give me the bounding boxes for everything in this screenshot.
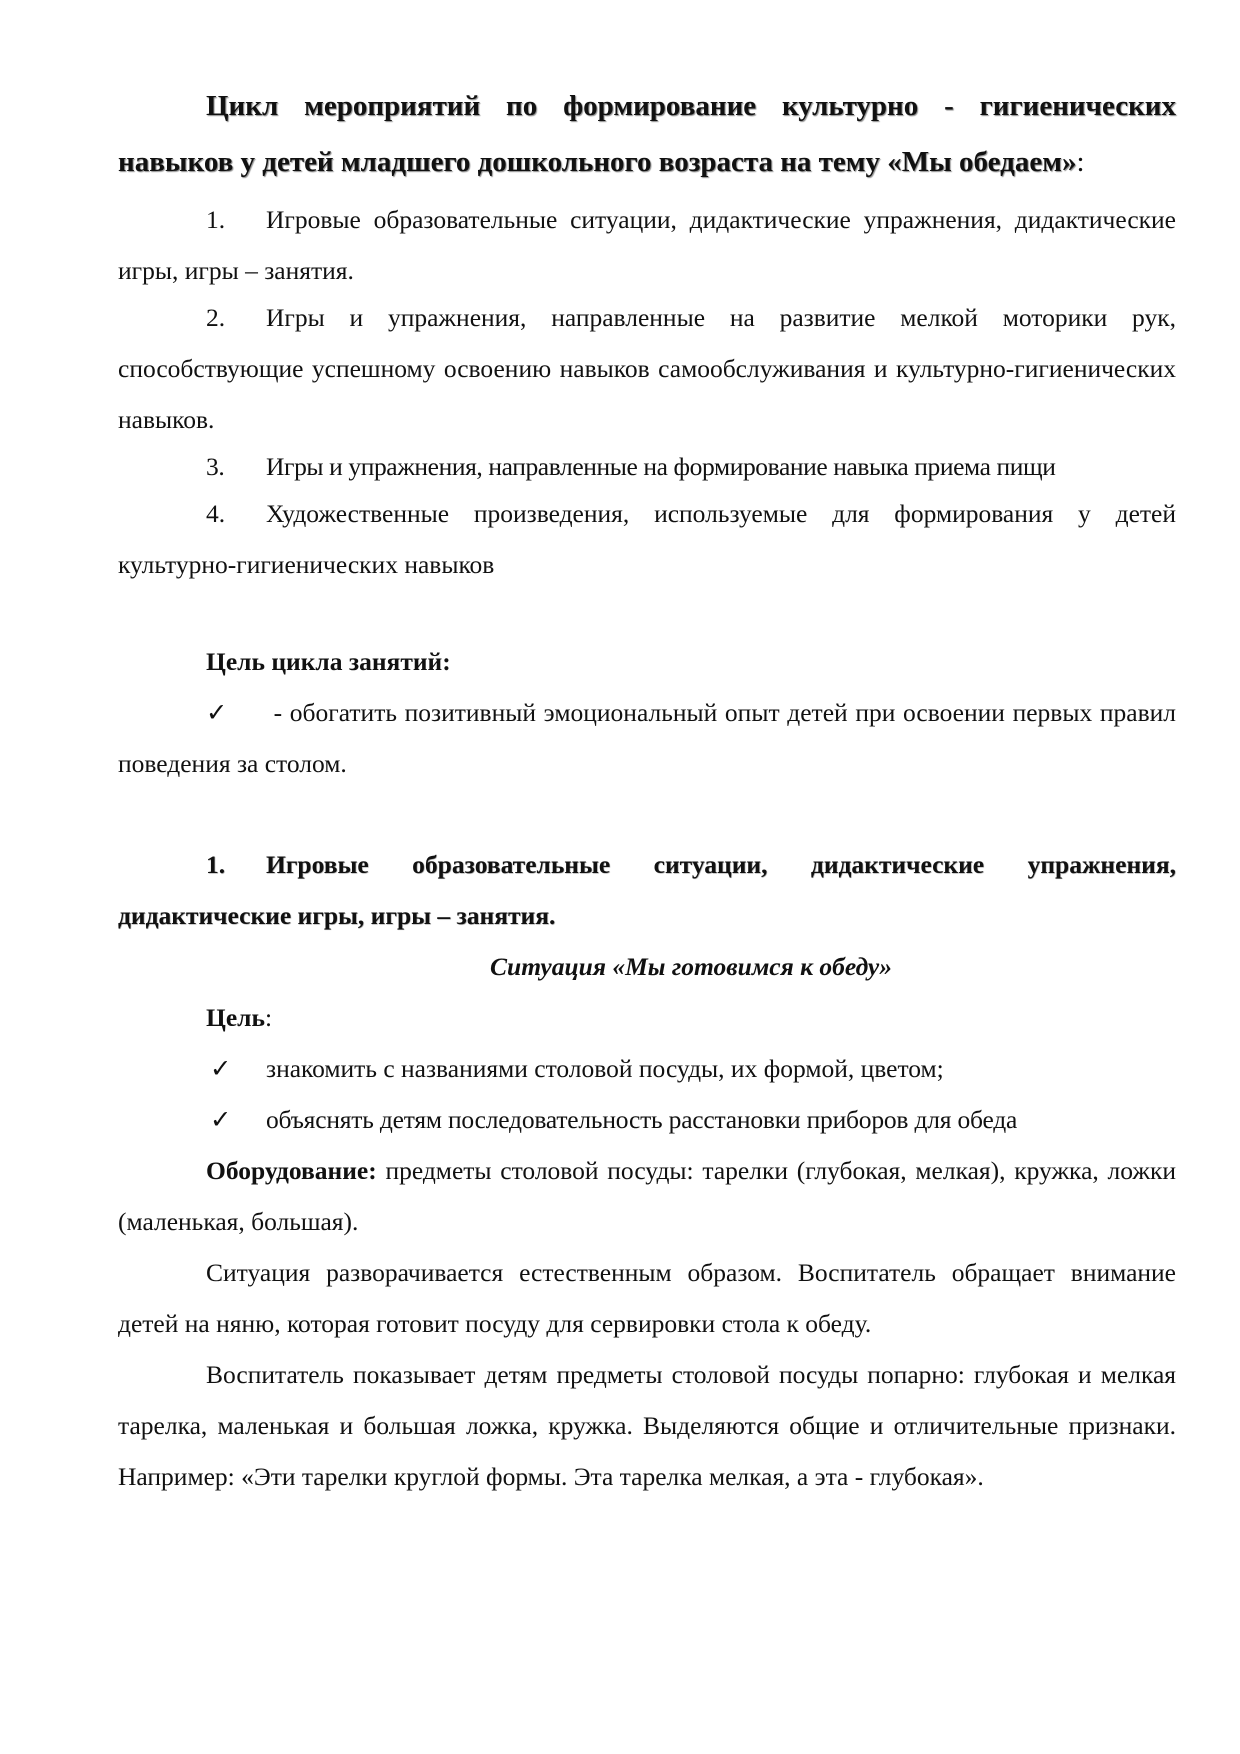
- list-item: [118, 488, 1176, 590]
- goal-label: [118, 992, 1176, 1043]
- body-paragraph: Ситуация разворачивается естественным образом. Воспитатель обращает внимание детей на няню, которая готовит посуду для сервировки стола к обеду.: [118, 1258, 1176, 1338]
- goal-list-text: объяснять детям последовательность расстановки приборов для обеда: [266, 1105, 1018, 1134]
- title-text: Цикл мероприятий по формирование культурно - гигиенических навыков у детей младшего дошкольного возраста на тему «Мы обедаем»: [118, 90, 1176, 178]
- list-number: 3.: [206, 452, 225, 481]
- list-text: Игры и упражнения, направленные на формирование навыка приема пищи: [266, 452, 1056, 481]
- list-number: 2.: [206, 303, 226, 332]
- checkmark-icon: ✓: [206, 698, 228, 727]
- goal-heading: Цель цикла занятий:: [206, 647, 451, 676]
- list-number: 4.: [206, 499, 226, 528]
- goal-list-item: [118, 1043, 1176, 1094]
- spacer: [118, 789, 1176, 839]
- equipment-text: предметы столовой посуды: тарелки (глубокая, мелкая), кружка, ложки (маленькая, большая).: [118, 1156, 1176, 1236]
- list-item: [118, 441, 1176, 492]
- section-heading-text: Игровые образовательные ситуации, дидактические упражнения, дидактические игры, игры – занятия.: [118, 850, 1176, 930]
- list-text: Игровые образовательные ситуации, дидактические упражнения, дидактические игры, игры – занятия.: [118, 205, 1176, 285]
- section-number: 1.: [206, 850, 226, 879]
- goal-label-text: Цель: [206, 1003, 265, 1032]
- list-item: [118, 292, 1176, 445]
- list-text: Игры и упражнения, направленные на развитие мелкой моторики рук, способствующие успешному освоению навыков самообслуживания и культурно-гигиенических навыков.: [118, 303, 1176, 434]
- goal-list-item: [118, 1094, 1176, 1145]
- situation-title: Ситуация «Мы готовимся к обеду»: [490, 952, 892, 981]
- document-page: [118, 78, 1176, 1502]
- checkmark-icon: ✓: [210, 1054, 232, 1083]
- document-title: [118, 78, 1176, 190]
- goal-item: [118, 687, 1176, 789]
- title-colon: :: [1076, 146, 1085, 178]
- body-paragraph: Воспитатель показывает детям предметы столовой посуды попарно: глубокая и мелкая тарелка, маленькая и большая ложка, кружка. Выделяются общие и отличительные признаки. Например: «Эти тарелки круглой формы. Эта тарелка мелкая, а эта - глубокая».: [118, 1360, 1176, 1491]
- spacer: [118, 590, 1176, 636]
- goal-text: - обогатить позитивный эмоциональный опыт детей при освоении первых правил поведения за столом.: [118, 698, 1176, 778]
- list-number: 1.: [206, 205, 226, 234]
- list-item: [118, 194, 1176, 296]
- checkmark-icon: ✓: [210, 1105, 232, 1134]
- goal-list-text: знакомить с названиями столовой посуды, их формой, цветом;: [266, 1054, 944, 1083]
- equipment-label: Оборудование:: [206, 1156, 377, 1185]
- list-text: Художественные произведения, используемые для формирования у детей культурно-гигиенических навыков: [118, 499, 1176, 579]
- equipment-paragraph: [118, 1145, 1176, 1247]
- section-heading: [118, 839, 1176, 941]
- goal-label-colon: :: [264, 1003, 273, 1032]
